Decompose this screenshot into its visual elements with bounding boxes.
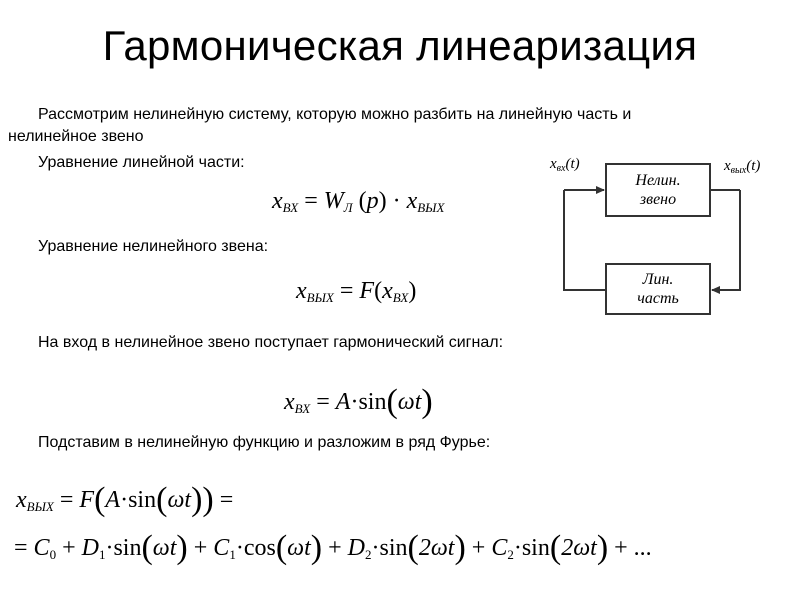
eq5-tail: + ... (614, 535, 652, 561)
eq3-arg: ωt (397, 389, 422, 415)
eq5-arg1b: ωt (287, 535, 311, 561)
eq1-fn: W (323, 188, 344, 214)
eq5-d1: D (81, 535, 99, 561)
equation-fourier-line2: = C0 + D1·sin(ωt) + C1·cos(ωt) + D2·sin(2ωt) + C2·sin(2ωt) + ... (14, 529, 652, 566)
eq2-fn: F (359, 278, 375, 304)
equation-harmonic-input: xВХ = A·sin(ωt) (284, 383, 433, 420)
eq1-rhs-sub: ВЫХ (417, 200, 445, 215)
equation-nonlinear: xВЫХ = F(xВХ) (296, 278, 417, 305)
eq5-c1: C (213, 535, 230, 561)
eq5-c0-sub: 0 (49, 547, 57, 562)
eq1-lhs-sub: ВХ (282, 200, 299, 215)
eq4-amp: A (105, 487, 121, 513)
eq2-arg: x (382, 278, 393, 304)
eq4-arg: ωt (167, 487, 192, 513)
eq3-amp: A (335, 389, 351, 415)
eq5-d2-sub: 2 (364, 547, 372, 562)
eq5-sin3: sin (521, 535, 550, 561)
block-diagram (540, 150, 790, 320)
feedback-path-left (564, 190, 606, 290)
feedback-path-right (712, 190, 740, 290)
eq5-arg2b: 2ωt (561, 535, 597, 561)
eq5-d1-sub: 1 (98, 547, 106, 562)
page-title: Гармоническая линеаризация (102, 22, 698, 69)
output-signal-label: $x_{вых}(t)$ (724, 158, 761, 176)
fourier-text: Подставим в нелинейную функцию и разложим в ряд Фурье: (38, 434, 491, 451)
eq5-arg2: 2ωt (418, 535, 455, 561)
eq1-rhs-var: x (406, 188, 418, 214)
eq4-fn: F (79, 487, 95, 513)
eq5-c2: C (491, 535, 508, 561)
eq3-lhs-sub: ВХ (294, 401, 311, 416)
nonlinear-box-label: Нелин. звено (635, 172, 681, 208)
linear-part-heading: Уравнение линейной части: (38, 154, 245, 171)
equation-linear-part: xВХ = WЛ (p) · xВЫХ (272, 188, 445, 215)
linear-box-label: Лин. часть (637, 271, 679, 307)
input-signal-label: $x_{вх}(t)$ (550, 156, 580, 174)
eq1-lhs: x (272, 188, 283, 214)
input-signal-text: На вход в нелинейное звено поступает гармонический сигнал: (38, 334, 504, 351)
eq2-lhs-sub: ВЫХ (306, 290, 334, 305)
eq4-lhs-sub: ВЫХ (26, 499, 54, 514)
eq5-c2-sub: 2 (507, 547, 514, 562)
eq5-c1-sub: 1 (229, 547, 236, 562)
eq5-cos: cos (243, 535, 276, 561)
eq3-lhs: x (284, 389, 295, 415)
eq5-sin1: sin (113, 535, 142, 561)
eq1-arg: p (366, 188, 379, 214)
eq4-sin: sin (128, 487, 157, 513)
eq5-sin2: sin (379, 535, 408, 561)
intro-text-line1: Рассмотрим нелинейную систему, которую можно разбить на линейную часть и (38, 106, 632, 123)
equation-fourier-line1: xВЫХ = F(A·sin(ωt)) = (16, 481, 234, 518)
eq5-d2: D (347, 535, 365, 561)
eq3-fn: sin (358, 389, 387, 415)
eq4-lhs: x (16, 487, 27, 513)
eq5-arg1: ωt (152, 535, 177, 561)
eq1-fn-sub: Л (343, 200, 353, 215)
eq2-lhs: x (296, 278, 307, 304)
intro-text-line2: нелинейное звено (8, 128, 144, 145)
nonlinear-heading: Уравнение нелинейного звена: (38, 238, 269, 255)
eq5-c0: C (33, 535, 50, 561)
eq2-arg-sub: ВХ (392, 290, 409, 305)
